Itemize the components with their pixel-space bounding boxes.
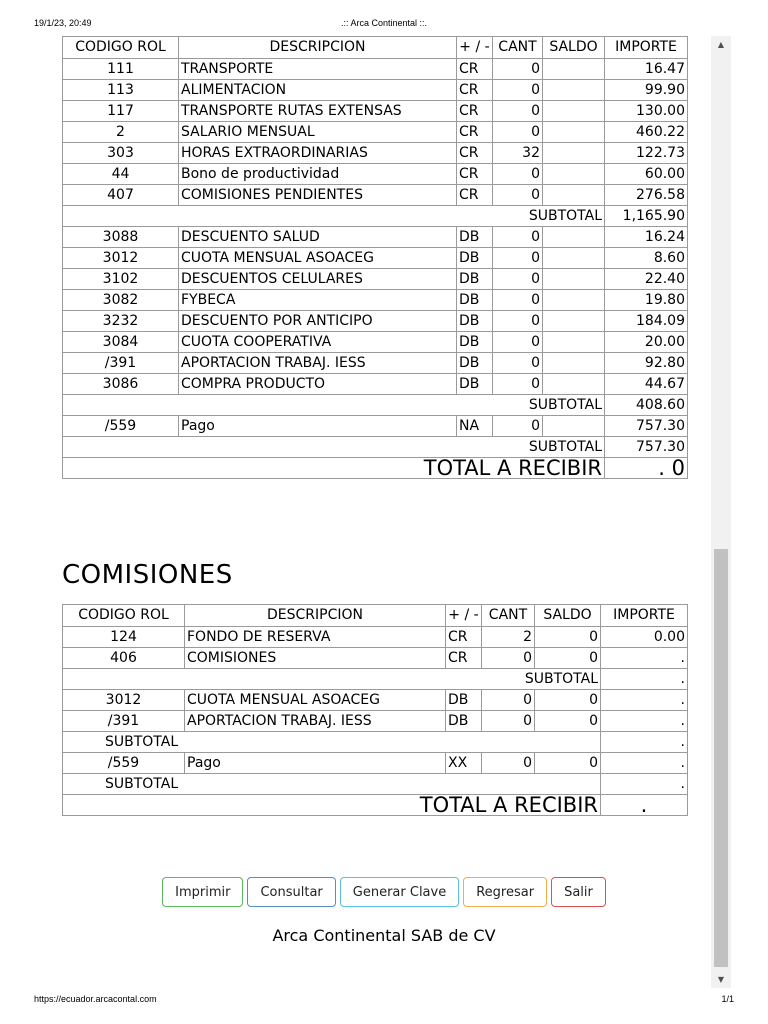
cell-cant: 0 [493,416,543,437]
cell-saldo: 0 [535,690,601,711]
cell-importe: 22.40 [605,269,688,290]
cell-codigo-rol: 406 [63,648,185,669]
subtotal-row [63,206,688,227]
cell-descripcion: CUOTA MENSUAL ASOACEG [179,248,457,269]
cell-sign: NA [457,416,493,437]
subtotal-label: SUBTOTAL [63,206,605,227]
cell-descripcion: DESCUENTOS CELULARES [179,269,457,290]
cell-cant: 0 [493,332,543,353]
header-codigo-rol: CODIGO ROL [63,37,179,59]
subtotal-value: . [601,732,688,753]
print-date: 19/1/23, 20:49 [34,18,92,28]
subtotal-label: SUBTOTAL [63,437,605,458]
cell-sign: DB [457,227,493,248]
cell-descripcion: TRANSPORTE [179,59,457,80]
cell-codigo-rol: /559 [63,416,179,437]
cell-saldo [543,353,605,374]
total-label: TOTAL A RECIBIR [63,795,601,816]
total-row [63,795,688,816]
cell-cant: 0 [482,648,535,669]
subtotal-row [63,669,688,690]
cell-importe: 16.24 [605,227,688,248]
cell-saldo [543,332,605,353]
table-row [63,122,688,143]
cell-saldo: 0 [535,753,601,774]
cell-descripcion: COMISIONES PENDIENTES [179,185,457,206]
table-row [63,311,688,332]
consult-button[interactable]: Consultar [247,877,335,907]
table-row [63,353,688,374]
cell-sign: DB [457,332,493,353]
cell-codigo-rol: 3232 [63,311,179,332]
cell-saldo [543,80,605,101]
cell-cant: 0 [493,290,543,311]
cell-sign: DB [457,290,493,311]
table-row [63,185,688,206]
cell-descripcion: HORAS EXTRAORDINARIAS [179,143,457,164]
cell-sign: CR [457,101,493,122]
cell-importe: . [601,690,688,711]
cell-saldo [543,122,605,143]
subtotal-label: SUBTOTAL [63,732,601,753]
section-title-comisiones: COMISIONES [62,560,233,590]
header-saldo: SALDO [535,605,601,627]
table-header-row [63,605,688,627]
cell-cant: 0 [493,185,543,206]
print-header [0,0,768,28]
table-row [63,269,688,290]
subtotal-value: 1,165.90 [605,206,688,227]
cell-sign: DB [446,690,482,711]
header-descripcion: DESCRIPCION [185,605,446,627]
cell-codigo-rol: 3012 [63,248,179,269]
total-label: TOTAL A RECIBIR [63,458,605,479]
cell-cant: 32 [493,143,543,164]
header-cant: CANT [482,605,535,627]
cell-cant: 0 [493,353,543,374]
cell-saldo [543,101,605,122]
cell-saldo: 0 [535,627,601,648]
print-url: https://ecuador.arcacontal.com [34,994,157,1004]
cell-saldo [543,269,605,290]
header-saldo: SALDO [543,37,605,59]
cell-codigo-rol: 303 [63,143,179,164]
subtotal-row [63,732,688,753]
cell-codigo-rol: 111 [63,59,179,80]
cell-cant: 0 [493,227,543,248]
cell-importe: . [601,753,688,774]
cell-cant: 0 [493,269,543,290]
scrollbar-thumb[interactable] [714,549,728,967]
cell-saldo [543,416,605,437]
cell-importe: 60.00 [605,164,688,185]
cell-codigo-rol: 3084 [63,332,179,353]
print-button[interactable]: Imprimir [162,877,243,907]
cell-sign: CR [457,122,493,143]
cell-saldo [543,374,605,395]
cell-codigo-rol: /559 [63,753,185,774]
cell-codigo-rol: 3012 [63,690,185,711]
cell-sign: CR [457,59,493,80]
cell-saldo [543,164,605,185]
cell-importe: 757.30 [605,416,688,437]
cell-descripcion: DESCUENTO SALUD [179,227,457,248]
cell-descripcion: TRANSPORTE RUTAS EXTENSAS [179,101,457,122]
cell-saldo [543,227,605,248]
cell-importe: 122.73 [605,143,688,164]
cell-descripcion: FYBECA [179,290,457,311]
cell-sign: CR [457,143,493,164]
cell-importe: 92.80 [605,353,688,374]
company-footer: Arca Continental SAB de CV [272,926,496,945]
cell-importe: 276.58 [605,185,688,206]
cell-descripcion: COMPRA PRODUCTO [179,374,457,395]
cell-codigo-rol: 407 [63,185,179,206]
cell-descripcion: ALIMENTACION [179,80,457,101]
cell-cant: 0 [482,753,535,774]
header-cant: CANT [493,37,543,59]
cell-importe: 184.09 [605,311,688,332]
cell-codigo-rol: 124 [63,627,185,648]
cell-cant: 2 [482,627,535,648]
cell-descripcion: Pago [179,416,457,437]
cell-sign: DB [457,353,493,374]
table-row [63,143,688,164]
cell-importe: 44.67 [605,374,688,395]
payroll-table [62,36,688,479]
cell-cant: 0 [493,374,543,395]
cell-saldo [543,248,605,269]
total-row [63,458,688,479]
cell-descripcion: APORTACION TRABAJ. IESS [185,711,446,732]
cell-importe: . [601,711,688,732]
cell-importe: 0.00 [601,627,688,648]
commissions-table [62,604,688,816]
table-row [63,753,688,774]
cell-sign: CR [446,627,482,648]
cell-importe: . [601,648,688,669]
header-descripcion: DESCRIPCION [179,37,457,59]
cell-cant: 0 [493,164,543,185]
subtotal-label: SUBTOTAL [63,774,601,795]
cell-codigo-rol: 44 [63,164,179,185]
print-title: .:: Arca Continental ::. [340,18,428,28]
cell-saldo: 0 [535,711,601,732]
table-header-row [63,37,688,59]
table-row [63,711,688,732]
scroll-down-arrow-icon[interactable]: ▼ [717,975,725,984]
cell-sign: CR [446,648,482,669]
cell-sign: XX [446,753,482,774]
cell-codigo-rol: 117 [63,101,179,122]
cell-descripcion: COMISIONES [185,648,446,669]
header-importe: IMPORTE [601,605,688,627]
generate-key-button[interactable]: Generar Clave [340,877,459,907]
cell-saldo: 0 [535,648,601,669]
cell-cant: 0 [493,248,543,269]
header-sign: + / - [457,37,493,59]
subtotal-label: SUBTOTAL [63,395,605,416]
table-row [63,164,688,185]
cell-saldo [543,59,605,80]
cell-sign: DB [457,374,493,395]
cell-sign: DB [457,269,493,290]
cell-sign: CR [457,185,493,206]
cell-cant: 0 [493,59,543,80]
table-row [63,59,688,80]
cell-sign: DB [446,711,482,732]
cell-descripcion: SALARIO MENSUAL [179,122,457,143]
cell-sign: CR [457,80,493,101]
cell-saldo [543,143,605,164]
cell-descripcion: CUOTA COOPERATIVA [179,332,457,353]
table-row [63,101,688,122]
scroll-up-arrow-icon[interactable]: ▲ [717,40,725,49]
subtotal-row [63,437,688,458]
cell-codigo-rol: 2 [63,122,179,143]
cell-sign: DB [457,311,493,332]
cell-codigo-rol: 3088 [63,227,179,248]
table-row [63,648,688,669]
cell-sign: CR [457,164,493,185]
subtotal-value: 408.60 [605,395,688,416]
cell-descripcion: CUOTA MENSUAL ASOACEG [185,690,446,711]
total-value: . [601,795,688,816]
print-page-count: 1/1 [721,994,734,1004]
cell-cant: 0 [482,690,535,711]
cell-descripcion: APORTACION TRABAJ. IESS [179,353,457,374]
header-sign: + / - [446,605,482,627]
table-row [63,248,688,269]
cell-saldo [543,185,605,206]
table-row [63,690,688,711]
exit-button[interactable]: Salir [551,877,606,907]
cell-cant: 0 [493,80,543,101]
cell-codigo-rol: /391 [63,353,179,374]
cell-importe: 20.00 [605,332,688,353]
cell-descripcion: Pago [185,753,446,774]
cell-importe: 460.22 [605,122,688,143]
cell-descripcion: DESCUENTO POR ANTICIPO [179,311,457,332]
total-value: . 0 [605,458,688,479]
table-row [63,80,688,101]
header-importe: IMPORTE [605,37,688,59]
cell-importe: 16.47 [605,59,688,80]
cell-descripcion: FONDO DE RESERVA [185,627,446,648]
subtotal-row [63,774,688,795]
header-codigo-rol: CODIGO ROL [63,605,185,627]
subtotal-value: . [601,774,688,795]
subtotal-label: SUBTOTAL [63,669,601,690]
action-buttons [0,877,768,907]
cell-codigo-rol: 3086 [63,374,179,395]
subtotal-value: 757.30 [605,437,688,458]
subtotal-row [63,395,688,416]
cell-saldo [543,290,605,311]
table-row [63,627,688,648]
cell-importe: 8.60 [605,248,688,269]
cell-codigo-rol: 3082 [63,290,179,311]
cell-saldo [543,311,605,332]
cell-importe: 99.90 [605,80,688,101]
cell-importe: 19.80 [605,290,688,311]
table-row [63,290,688,311]
cell-codigo-rol: 113 [63,80,179,101]
cell-codigo-rol: 3102 [63,269,179,290]
table-row [63,332,688,353]
table-row [63,227,688,248]
cell-cant: 0 [493,122,543,143]
cell-cant: 0 [482,711,535,732]
cell-sign: DB [457,248,493,269]
vertical-scrollbar[interactable] [711,36,731,988]
table-row [63,416,688,437]
cell-descripcion: Bono de productividad [179,164,457,185]
cell-codigo-rol: /391 [63,711,185,732]
table-row [63,374,688,395]
cell-cant: 0 [493,311,543,332]
cell-cant: 0 [493,101,543,122]
cell-importe: 130.00 [605,101,688,122]
subtotal-value: . [601,669,688,690]
back-button[interactable]: Regresar [463,877,547,907]
